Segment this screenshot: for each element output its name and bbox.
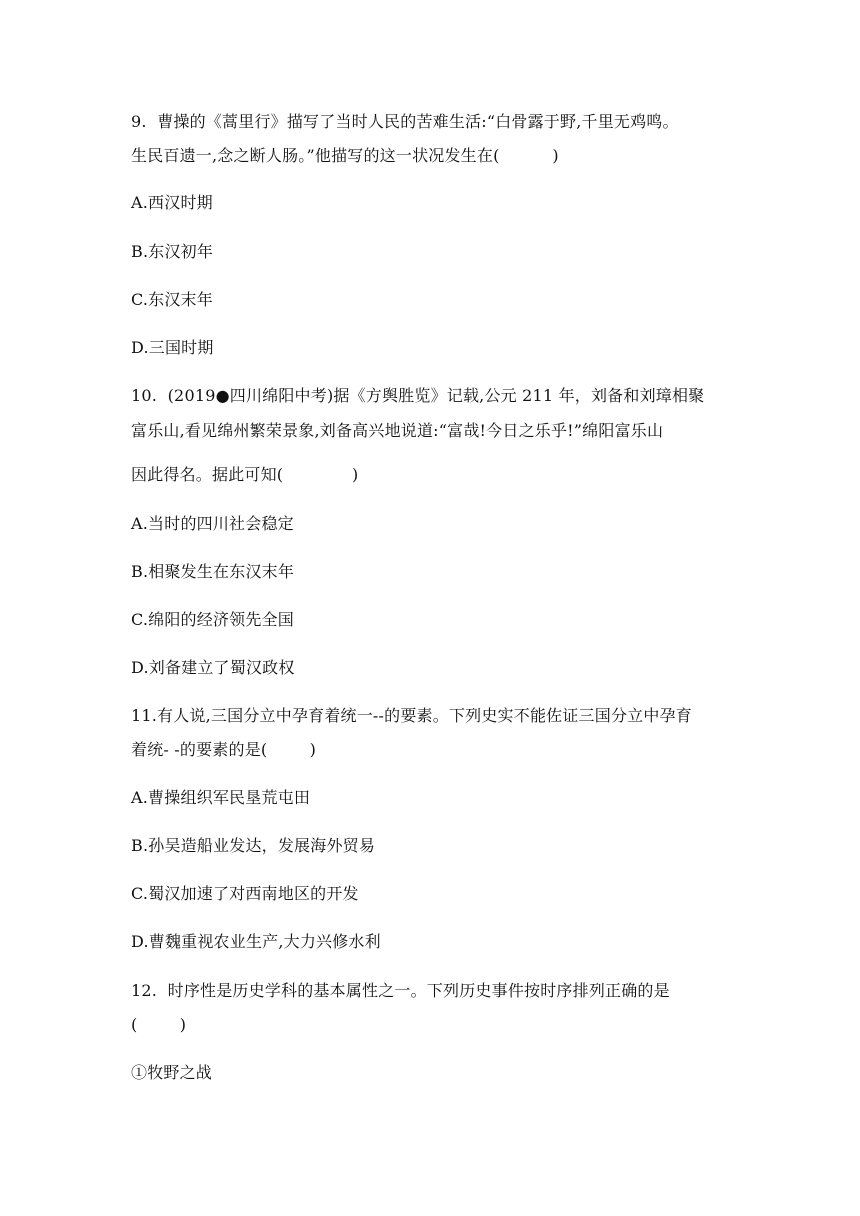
question-12-line-2: ( ) xyxy=(131,1015,187,1034)
question-9-option-c: C.东汉末年 xyxy=(131,290,213,309)
question-10-option-a: A.当时的四川社会稳定 xyxy=(131,514,294,533)
question-9-line-1: 9. 曹操的《蒿里行》描写了当时人民的苦难生活:“白骨露于野,千里无鸡鸣。 xyxy=(131,112,679,131)
question-11-option-b: B.孙吴造船业发达，发展海外贸易 xyxy=(131,836,376,855)
question-10-line-1: 10. (2019●四川绵阳中考)据《方舆胜览》记载,公元 211 年，刘备和刘璋相聚 xyxy=(131,386,705,405)
question-12-line-1: 12. 时序性是历史学科的基本属性之一。下列历史事件按时序排列正确的是 xyxy=(131,981,670,1000)
question-10-option-b: B.相聚发生在东汉末年 xyxy=(131,562,295,581)
question-10-option-d: D.刘备建立了蜀汉政权 xyxy=(131,658,295,677)
question-9-option-a: A.西汉时期 xyxy=(131,193,213,212)
question-12-item-1: ①牧野之战 xyxy=(131,1063,213,1082)
question-11-option-c: C.蜀汉加速了对西南地区的开发 xyxy=(131,884,359,903)
question-11-line-1: 11.有人说,三国分立中孕育着统一--的要素。下列史实不能佐证三国分立中孕育 xyxy=(131,706,692,725)
question-9-option-d: D.三国时期 xyxy=(131,338,214,357)
question-10-option-c: C.绵阳的经济领先全国 xyxy=(131,610,294,629)
question-11-line-2: 着统- -的要素的是( ) xyxy=(131,740,317,759)
question-10-line-3: 因此得名。据此可知( ) xyxy=(131,465,359,484)
question-9-line-2: 生民百遗一,念之断人肠。”他描写的这一状况发生在( ) xyxy=(131,146,559,165)
question-11-option-a: A.曹操组织军民垦荒屯田 xyxy=(131,788,311,807)
question-11-option-d: D.曹魏重视农业生产,大力兴修水利 xyxy=(131,932,381,951)
question-9-option-b: B.东汉初年 xyxy=(131,242,214,261)
question-10-line-2: 富乐山,看见绵州繁荣景象,刘备高兴地说道:“富哉!今日之乐乎!”绵阳富乐山 xyxy=(131,421,664,440)
